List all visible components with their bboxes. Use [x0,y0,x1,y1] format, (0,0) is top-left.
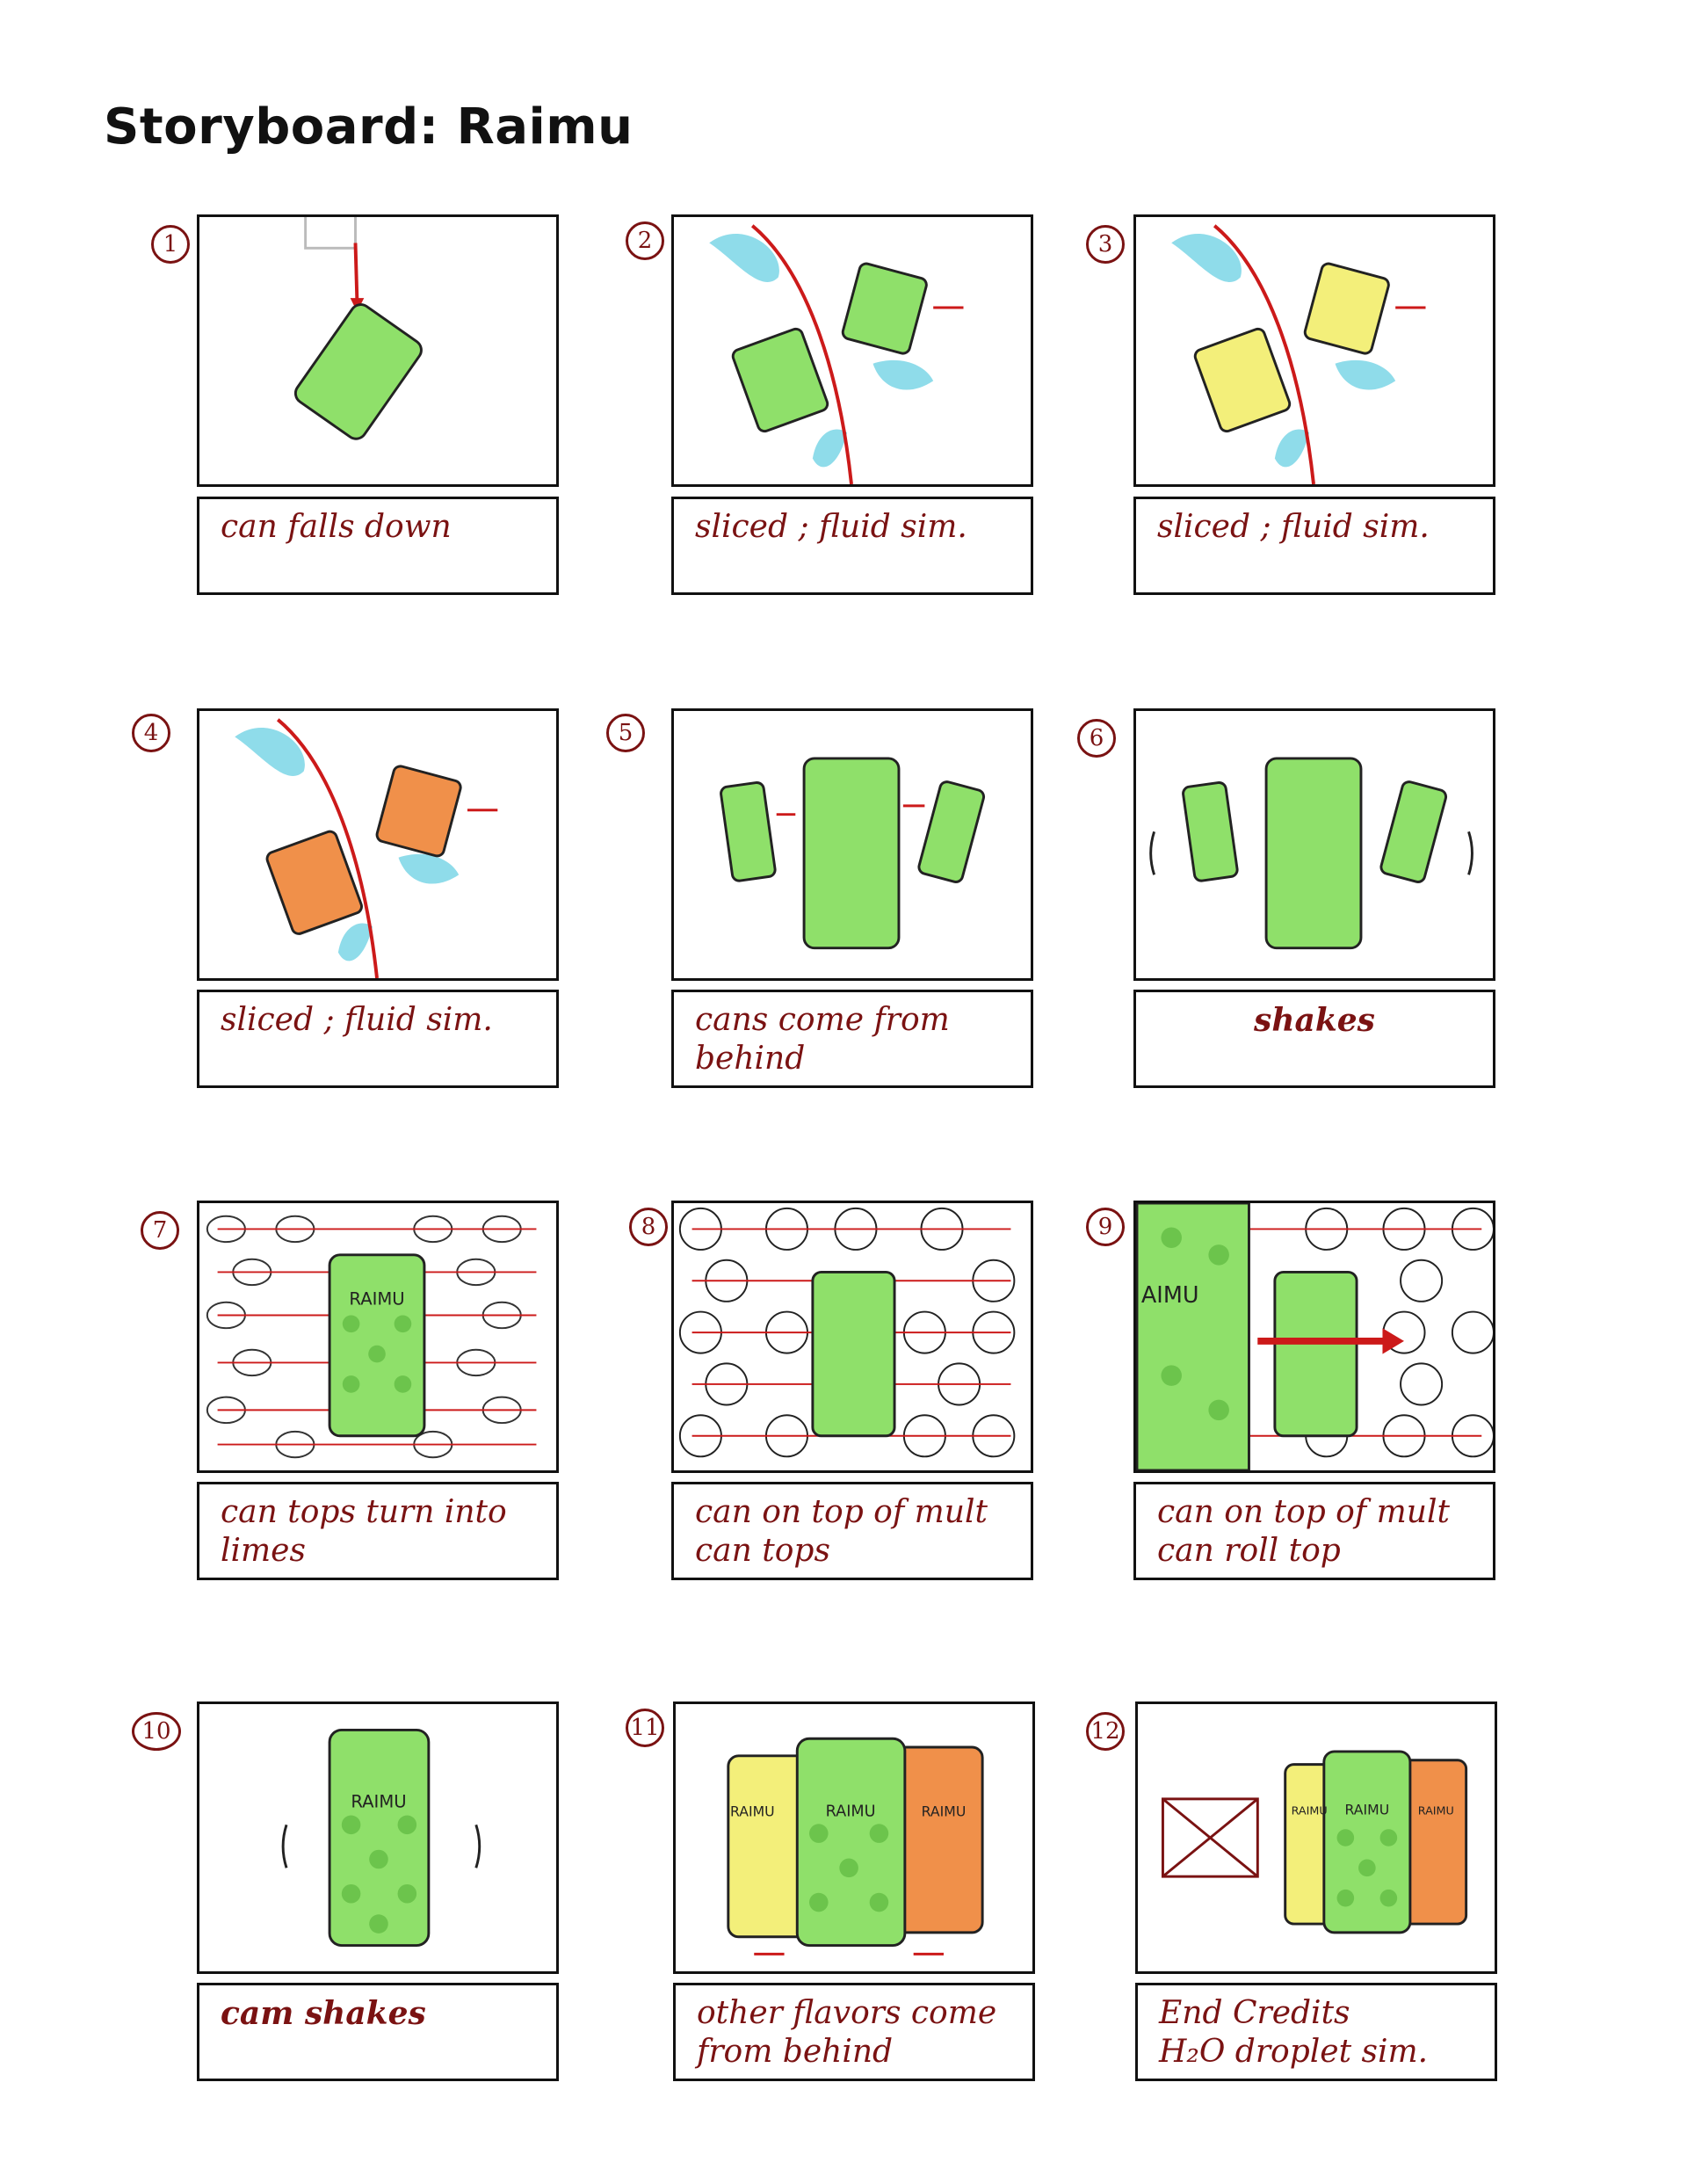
panel-number-10: 10 [132,1712,181,1751]
panel-10-frame [197,1701,559,1974]
panel-6-caption: shakes [1133,990,1495,1088]
panel-2-caption: sliced ; fluid sim. [671,497,1033,595]
panel-number-12: 12 [1086,1712,1125,1751]
panel-8-frame [671,1201,1033,1473]
panel-5-caption: cans come from behind [671,990,1033,1088]
panel-4-frame [197,708,559,981]
panel-12-frame [1135,1701,1497,1974]
sliced-green-can-icon [674,217,1031,484]
can-tops-pattern-icon [674,1203,1031,1470]
panel-10-caption: cam shakes [197,1983,559,2081]
panel-1-frame [197,214,559,487]
can-label-9: AIMU [1140,1281,1199,1309]
panel-number-6: 6 [1077,719,1116,758]
panel-number-11: 11 [626,1709,664,1747]
lime-pattern-icon [199,1203,556,1470]
panel-number-7: 7 [141,1211,179,1250]
can-label-11a: RAIMU [729,1803,775,1820]
panel-number-1: 1 [151,225,190,264]
panel-4-caption: sliced ; fluid sim. [197,990,559,1088]
cans-shaking-icon [1136,711,1493,978]
can-label-12c: RAIMU [1417,1804,1454,1818]
can-label-11b: RAIMU [825,1803,876,1821]
panel-number-5: 5 [606,714,645,752]
falling-can-icon [199,217,556,484]
panel-2-frame [671,214,1033,487]
panel-3-caption: sliced ; fluid sim. [1133,497,1495,595]
can-label-12b: RAIMU [1344,1801,1390,1818]
panel-11-caption: other flavors come from behind [673,1983,1035,2081]
panel-12-caption: End Credits H₂O droplet sim. [1135,1983,1497,2081]
panel-6-frame [1133,708,1495,981]
end-credits-icon [1138,1704,1495,1971]
panel-number-4: 4 [132,714,170,752]
can-label-11c: RAIMU [921,1803,967,1820]
panel-1-caption: can falls down [197,497,559,595]
can-label-7: RAIMU [349,1288,405,1310]
panel-7-caption: can tops turn into limes [197,1482,559,1580]
panel-9-caption: can on top of mult can roll top [1133,1482,1495,1580]
panel-number-9: 9 [1086,1208,1125,1246]
panel-number-3: 3 [1086,225,1125,264]
panel-9-frame [1133,1201,1495,1473]
panel-number-8: 8 [629,1208,668,1246]
can-label-12a: RAIMU [1291,1804,1328,1818]
sliced-orange-can-icon [199,711,556,978]
panel-5-frame [671,708,1033,981]
panel-8-caption: can on top of mult can tops [671,1482,1033,1580]
can-roll-top-icon [1136,1203,1493,1470]
panel-3-frame [1133,214,1495,487]
panel-number-2: 2 [626,221,664,260]
three-flavors-icon [676,1704,1032,1971]
sliced-yellow-can-icon [1136,217,1493,484]
page-title: Storyboard: Raimu [104,98,634,156]
cans-from-behind-icon [674,711,1031,978]
can-label-10: RAIMU [351,1791,407,1812]
raimu-can-shake-icon [199,1704,556,1971]
panel-11-frame [673,1701,1035,1974]
panel-7-frame [197,1201,559,1473]
